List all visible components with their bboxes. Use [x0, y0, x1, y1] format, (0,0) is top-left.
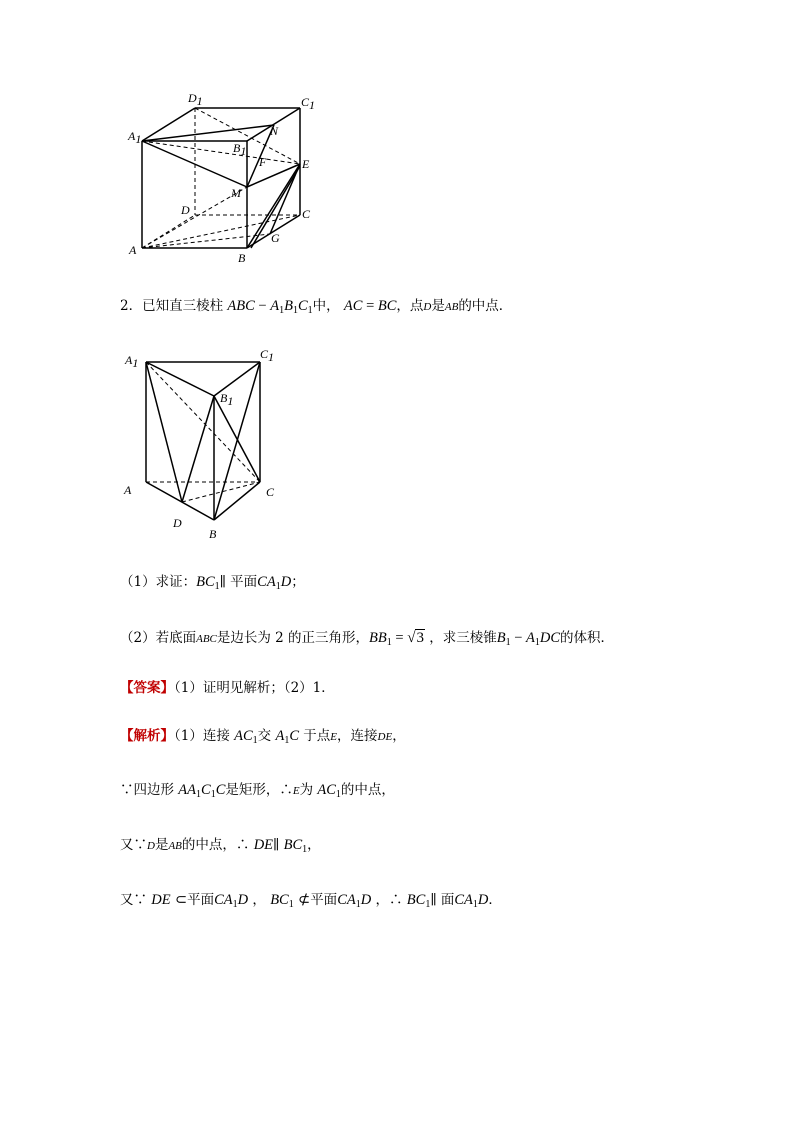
seg-a1-d — [146, 362, 182, 502]
label-g: G — [271, 231, 280, 245]
label-a: A — [129, 243, 137, 257]
label-a1: A1 — [125, 353, 139, 370]
analysis-tag: 【解析】 — [120, 728, 174, 744]
answer-line: 【答案】（1）证明见解析；（2）1． — [120, 680, 335, 696]
label-e: E — [302, 157, 310, 171]
label-a1: A1 — [128, 129, 142, 146]
analysis-line-2: ∵四边形 $AA_1C_1C$是矩形，∴E为 $AC_1$的中点， — [120, 782, 395, 800]
sqrt-3: √3 — [407, 630, 424, 646]
hidden-a1-e — [142, 141, 300, 164]
cube-figure — [120, 90, 330, 270]
analysis-line-3: 又∵D是AB的中点，∴ DE∥ $BC_1$， — [120, 837, 321, 855]
label-b: B — [209, 527, 217, 541]
problem-statement: 2．已知直三棱柱 ABC − $A_1B_1C_1$中， AC = BC，点D是AB的中点． — [120, 298, 513, 316]
edge-a1-b1 — [146, 362, 214, 396]
ca1d: $CA_1D$ — [257, 574, 292, 592]
pyramid: $B_1 - A_1DC$ — [496, 630, 561, 648]
label-d1: D1 — [188, 91, 203, 108]
label-f: F — [259, 155, 267, 169]
bc1: $BC_1$ — [196, 574, 220, 592]
label-b: B — [238, 251, 246, 265]
bb1: $BB_1$ = — [369, 630, 408, 648]
label-c: C — [266, 485, 275, 499]
equality: AC = BC — [343, 298, 397, 314]
prism-figure — [118, 340, 288, 545]
label-b1: B1 — [220, 391, 234, 408]
label-c1: C1 — [301, 95, 316, 112]
label-n: N — [270, 124, 279, 138]
seg-a1-n — [142, 125, 274, 141]
edge-a-b — [146, 482, 214, 520]
analysis-line-4: 又∵ DE ⊂平面$CA_1D$ ， $BC_1$ ⊄平面$CA_1D$ ，∴ $BC_1\parallel$ 面$CA_1D$． — [120, 892, 502, 910]
label-c: C — [302, 207, 311, 221]
question-1: （1）求证：$BC_1\parallel$ 平面$CA_1D$； — [120, 574, 305, 592]
label-c1: C1 — [260, 347, 275, 364]
label-d: D — [173, 516, 182, 530]
question-2: （2）若底面ABC是边长为 2 的正三角形，$BB_1 = √3$ ，求三棱锥$B_1 - A_1DC$的体积． — [120, 630, 615, 648]
label-a: A — [124, 483, 132, 497]
label-b1: B1 — [233, 141, 247, 158]
seg-d-b1 — [182, 396, 214, 502]
prism-name: ABC − $A_1B_1C_1$ — [227, 298, 313, 316]
label-d: D — [181, 203, 190, 217]
analysis-line-1: 【解析】（1）连接 $AC_1$交 $A_1C$ 于点E，连接DE， — [120, 728, 406, 746]
answer-tag: 【答案】 — [120, 680, 174, 696]
label-m: M — [231, 186, 241, 200]
